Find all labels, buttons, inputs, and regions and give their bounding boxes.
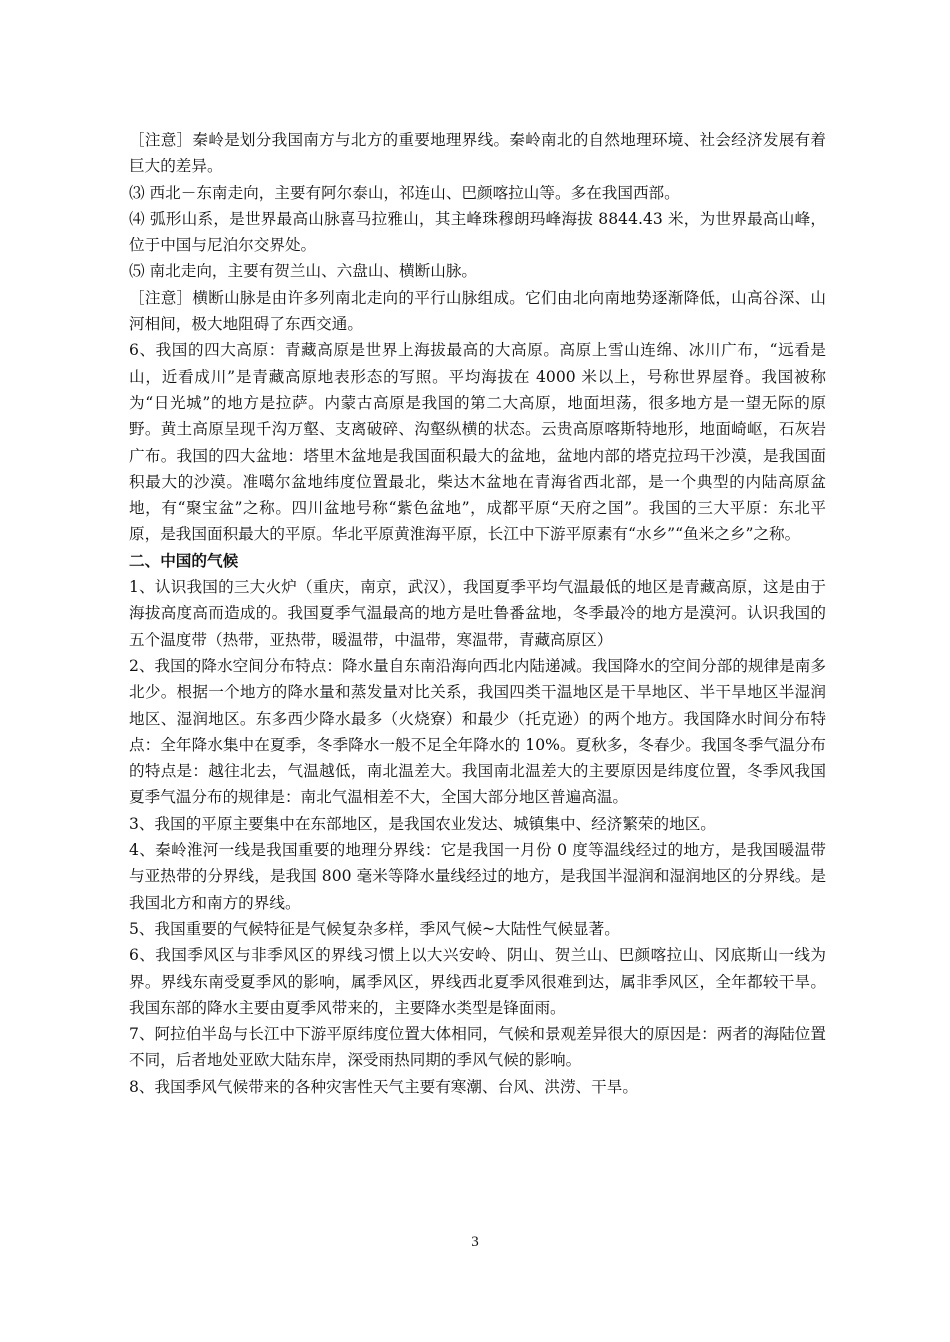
climate-item-7: 7、阿拉伯半岛与长江中下游平原纬度位置大体相同，气候和景观差异很大的原因是：两者的海陆位置不同，后者地处亚欧大陆东岸，深受雨热同期的季风气候的影响。: [129, 1025, 826, 1070]
note-hengduan: ［注意］横断山脉是由许多列南北走向的平行山脉组成。它们由北向南地势逐渐降低，山高谷深、山河相间，极大地阻碍了东西交通。: [129, 288, 826, 334]
note-qinling: ［注意］秦岭是划分我国南方与北方的重要地理界线。秦岭南北的自然地理环境、社会经济发展有着巨大的差异。: [129, 131, 826, 176]
page-number: 3: [471, 1234, 479, 1250]
climate-item-8: 8、我国季风气候带来的各种灾害性天气主要有寒潮、台风、洪涝、干旱。: [129, 1077, 638, 1096]
document-body: [129, 127, 826, 1100]
item-north-south: ⑸ 南北走向，主要有贺兰山、六盘山、横断山脉。: [129, 262, 478, 281]
climate-item-5: 5、我国重要的气候特征是气候复杂多样，季风气候~大陆性气候显著。: [129, 919, 620, 938]
item-northwest-southeast: ⑶ 西北－东南走向，主要有阿尔泰山，祁连山、巴颜喀拉山等。多在我国西部。: [129, 183, 680, 202]
item-plateaus-basins-plains: 6、我国的四大高原：青藏高原是世界上海拔最高的大高原。高原上雪山连绵、冰川广布，“远看是山，近看成川”是青藏高原地表形态的写照。平均海拔在 4000 米以上，号称世界屋脊。我国被称为“日光城”的地方是拉萨。内蒙古高原是我国的第二大高原，地面坦荡，很多地方是一望无际的原野。黄土高原呈现千沟万壑、支离破碎、沟壑纵横的状态。云贵高原喀斯特地形，地面崎岖，石灰岩广布。我国的四大盆地：塔里木盆地是我国面积最大的盆地，盆地内部的塔克拉玛干沙漠，是我国面积最大的沙漠。准噶尔盆地纬度位置最北，柴达木盆地在青海省西北部，是一个典型的内陆高原盆地，有“聚宝盆”之称。四川盆地号称“紫色盆地”，成都平原“天府之国”。我国的三大平原：东北平原，是我国面积最大的平原。华北平原黄淮海平原，长江中下游平原素有“水乡”“鱼米之乡”之称。: [129, 341, 826, 544]
climate-item-3: 3、我国的平原主要集中在东部地区，是我国农业发达、城镇集中、经济繁荣的地区。: [129, 814, 716, 833]
section-heading-climate: 二、中国的气候: [129, 551, 239, 570]
item-arc-mountains: ⑷ 弧形山系，是世界最高山脉喜马拉雅山，其主峰珠穆朗玛峰海拔 8844.43 米，为世界最高山峰，位于中国与尼泊尔交界处。: [129, 209, 826, 255]
climate-item-6: 6、我国季风区与非季风区的界线习惯上以大兴安岭、阴山、贺兰山、巴颜喀拉山、冈底斯山一线为界。界线东南受夏季风的影响，属季风区，界线西北夏季风很难到达，属非季风区，全年都较干旱。我国东部的降水主要由夏季风带来的，主要降水类型是锋面雨。: [129, 946, 826, 1017]
climate-item-1: 1、认识我国的三大火炉（重庆，南京，武汉），我国夏季平均气温最低的地区是青藏高原，这是由于海拔高度高而造成的。我国夏季气温最高的地方是吐鲁番盆地，冬季最冷的地方是漠河。认识我国的五个温度带（热带，亚热带，暖温带，中温带，寒温带，青藏高原区）: [129, 578, 826, 649]
climate-item-4: 4、秦岭淮河一线是我国重要的地理分界线：它是我国一月份 0 度等温线经过的地方，是我国暖温带与亚热带的分界线，是我国 800 毫米等降水量线经过的地方，是我国半湿润和湿润地区的分界线。是我国北方和南方的界线。: [129, 841, 826, 912]
climate-item-2: 2、我国的降水空间分布特点：降水量自东南沿海向西北内陆递减。我国降水的空间分部的规律是南多北少。根据一个地方的降水量和蒸发量对比关系，我国四类干温地区是干旱地区、半干旱地区半湿润地区、湿润地区。东多西少降水最多（火烧寮）和最少（托克逊）的两个地方。我国降水时间分布特点：全年降水集中在夏季，冬季降水一般不足全年降水的 10%。夏秋多，冬春少。我国冬季气温分布的特点是：越往北去，气温越低，南北温差大。我国南北温差大的主要原因是纬度位置，冬季风我国夏季气温分布的规律是：南北气温相差不大，全国大部分地区普遍高温。: [129, 656, 826, 807]
